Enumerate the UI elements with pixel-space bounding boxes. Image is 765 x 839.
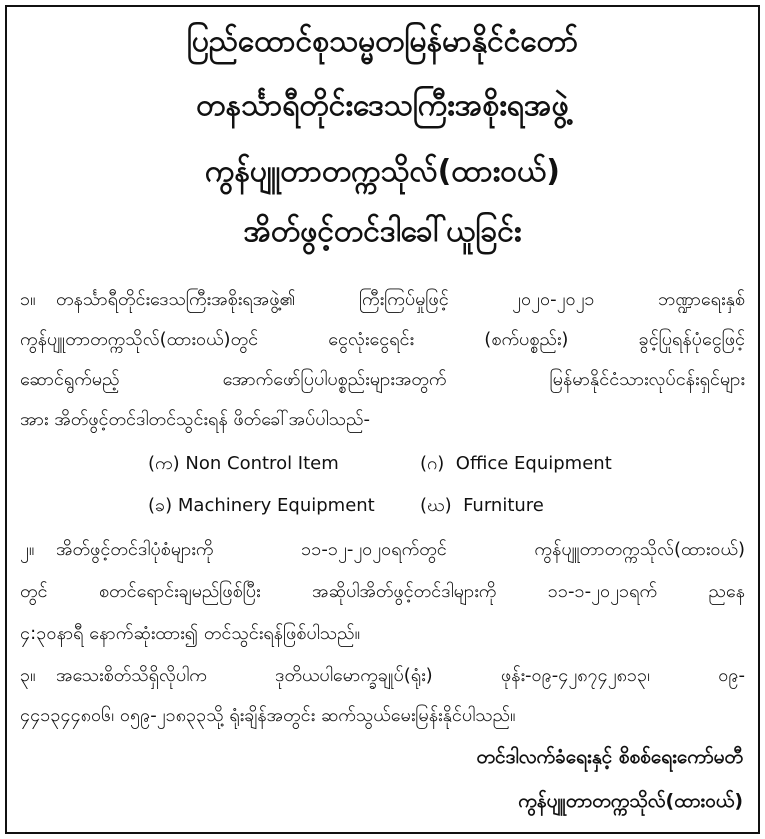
- section-2-number: ၂။: [20, 539, 35, 560]
- item-ka-label: Non Control Item: [185, 453, 339, 474]
- header-line-1: ပြည်ထောင်စုသမ္မတမြန်မာနိုင်ငံတော်: [186, 24, 579, 59]
- section-1-line-4: အား အိတ်ဖွင့်တင်ဒါတင်သွင်းရန် ဖိတ်ခေါ်အပ်ပါသည်-: [20, 409, 370, 430]
- section-3-text-1: အသေးစိတ်သိရှိလိုပါက ဒုတိယပါမောက္ခချုပ်(ရုံး) ဖုန်း-၀၉-၄၂၈၇၄၂၈၁၃၊ ၀၉-: [56, 665, 745, 686]
- section-3-line-1: [20, 662, 745, 690]
- section-2-line-2: တွင် စတင်ရောင်းချမည်ဖြစ်ပြီး အဆိုပါအိတ်ဖွင့်တင်ဒါများကို ၁၁-၁-၂၀၂၁ရက် ညနေ: [20, 581, 745, 602]
- item-kha-label: Machinery Equipment: [177, 495, 375, 516]
- signature-university: ကွန်ပျူတာတက္ကသိုလ်(ထားဝယ်): [518, 790, 743, 812]
- item-ka: [148, 450, 339, 478]
- section-3-line-2: ၄၄၁၃၄၄၈၀၆၊ ၀၅၉-၂၁၈၃၃သို့ ရုံးချိန်အတွင်း ဆက်သွယ်မေးမြန်းနိုင်ပါသည်။: [20, 705, 516, 726]
- section-3-number: ၃။: [20, 665, 36, 686]
- item-gha-marker: (ဃ): [420, 495, 452, 516]
- item-kha: [148, 492, 375, 520]
- header-line-4: အိတ်ဖွင့်တင်ဒါခေါ်ယူခြင်း: [243, 214, 522, 249]
- item-ga-label: Office Equipment: [455, 453, 612, 474]
- header-line-3: ကွန်ပျူတာတက္ကသိုလ်(ထားဝယ်): [205, 154, 560, 189]
- item-gha: [420, 492, 544, 520]
- item-ga: [420, 450, 612, 478]
- section-2-text-1: အိတ်ဖွင့်တင်ဒါပုံစံများကို ၁၁-၁၂-၂၀၂၀ရက်တွင် ကွန်ပျူတာတက္ကသိုလ်(ထားဝယ်): [56, 539, 745, 560]
- item-ka-marker: (က): [148, 453, 180, 474]
- section-1-number: ၁။: [20, 289, 36, 310]
- section-2-line-1: [20, 536, 745, 564]
- section-1-line-1: [20, 286, 745, 314]
- signature-committee: တင်ဒါလက်ခံရေးနှင့် စိစစ်ရေးကော်မတီ: [476, 746, 743, 768]
- header-line-2: တနင်္သာရီတိုင်းဒေသကြီးအစိုးရအဖွဲ့: [196, 88, 569, 123]
- section-2-line-3: ၄:၃၀နာရီ နောက်ဆုံးထား၍ တင်သွင်းရန်ဖြစ်ပါသည်။: [20, 623, 361, 644]
- section-1-line-2: ကွန်ပျူတာတက္ကသိုလ်(ထားဝယ်)တွင် ငွေလုံးငွေရင်း (စက်ပစ္စည်း) ခွင့်ပြုရန်ပုံငွေဖြင့်: [20, 329, 745, 350]
- section-1-text-1: တနင်္သာရီတိုင်းဒေသကြီးအစိုးရအဖွဲ့၏ ကြီးကြပ်မှုဖြင့် ၂၀၂၀-၂၀၂၁ ဘဏ္ဍာရေးနှစ်: [56, 289, 745, 310]
- item-kha-marker: (ခ): [148, 495, 173, 516]
- item-gha-label: Furniture: [463, 495, 544, 516]
- item-ga-marker: (ဂ): [420, 453, 445, 474]
- section-1-line-3: ဆောင်ရွက်မည့် အောက်ဖော်ပြပါပစ္စည်းများအတွက် မြန်မာနိုင်ငံသားလုပ်ငန်းရှင်များ: [20, 369, 745, 390]
